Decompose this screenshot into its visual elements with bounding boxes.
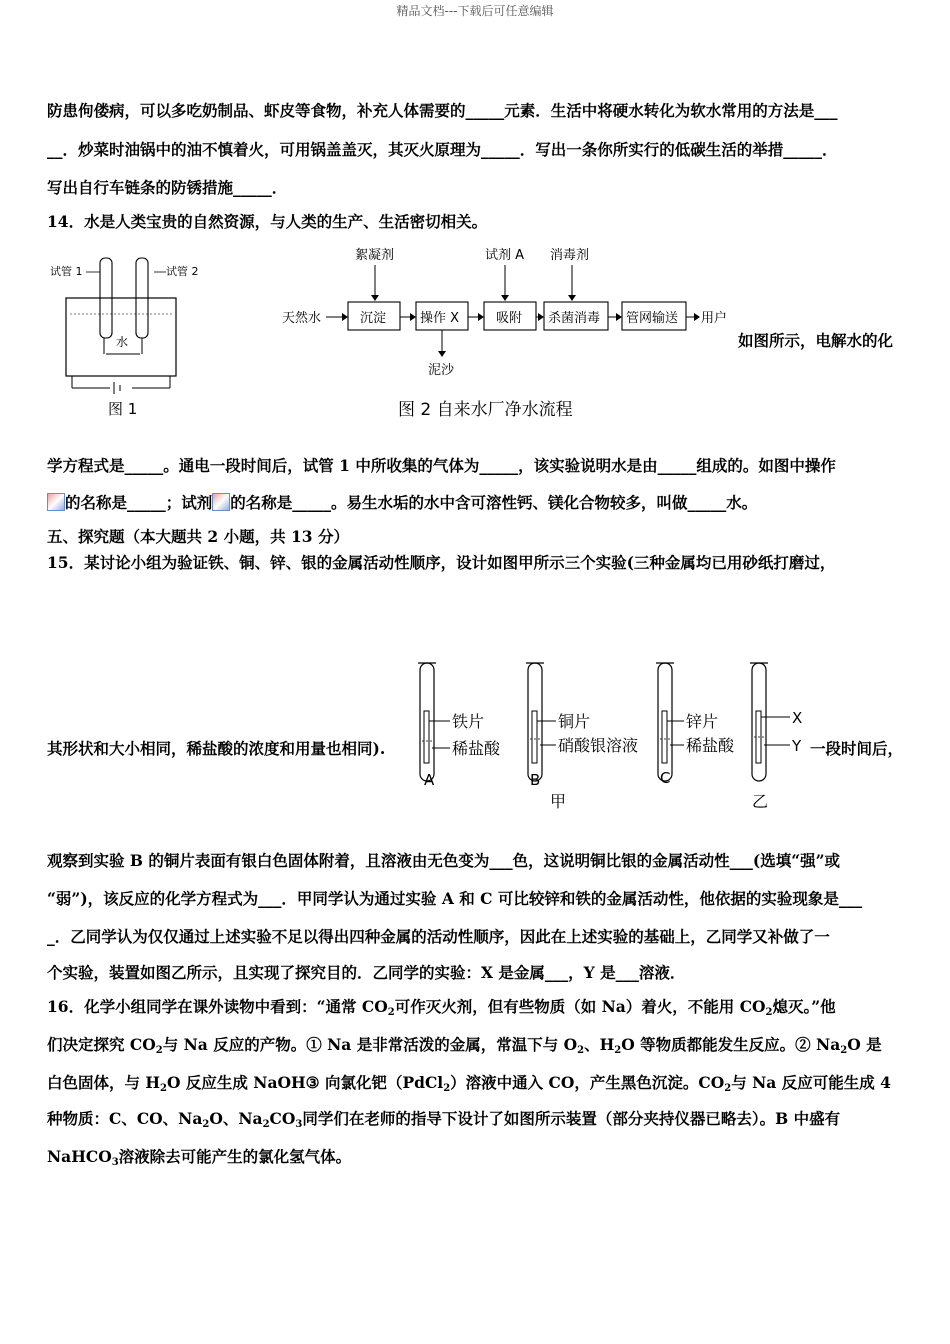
tube2-label: 试管 2	[166, 265, 198, 278]
subscript: 2	[202, 1119, 210, 1130]
text-fragment: 与 Na 反应的产物。① Na 是非常活泼的金属，常温下与 O	[162, 1035, 578, 1054]
sand-label: 泥沙	[428, 363, 455, 378]
source-label: 天然水	[282, 311, 322, 326]
text-line: _．乙同学认为仅仅通过上述实验不足以得出四种金属的活动性顺序，因此在上述实验的基础上，乙同学又补做了一	[47, 927, 830, 946]
figure-jia-caption: 甲	[550, 792, 567, 811]
tube-a-label: A	[424, 771, 435, 789]
step-operation-x: 操作 X	[420, 311, 460, 326]
page-header: 精品文档---下载后可任意编辑	[396, 4, 554, 18]
tube1-label: 试管 1	[50, 265, 83, 278]
text-fragment: O 等物质都能发生反应。② Na	[621, 1035, 841, 1054]
step-pipeline: 管网输送	[626, 311, 679, 326]
subscript: 2	[614, 1045, 622, 1056]
flocculant-label: 絮凝剂	[355, 248, 395, 263]
text-line: 一段时间后，	[810, 739, 904, 758]
question-14: 14．水是人类宝贵的自然资源，与人类的生产、生活密切相关。	[47, 212, 488, 231]
text-fragment: 16．化学小组同学在课外读物中看到：“通常 CO	[47, 997, 388, 1016]
text-fragment: 溶液除去可能产生的氯化氢气体。	[118, 1147, 352, 1166]
text-line: “弱”)，该反应的化学方程式为___．甲同学认为通过实验 A 和 C 可比较锌和铁的金属活动性，他依据的实验现象是___	[47, 889, 863, 908]
text-line: 学方程式是_____。通电一段时间后，试管 1 中所收集的气体为_____，该实验说明水是由_____组成的。如图中操作	[47, 456, 836, 475]
figure-electrolysis	[48, 250, 198, 420]
text-line: 个实验，装置如图乙所示，且实现了探究目的．乙同学的实验：X 是金属___，Y 是___溶液．	[47, 963, 686, 982]
tube-b-label: B	[530, 771, 541, 789]
subscript: 2	[155, 1045, 163, 1056]
tube-c-metal: 锌片	[686, 712, 719, 731]
text-line: 写出自行车链条的防锈措施_____．	[47, 178, 288, 197]
text-fragment: CO	[269, 1109, 296, 1128]
figure-yi-caption: 乙	[752, 792, 769, 811]
subscript: 3	[111, 1157, 119, 1168]
text-fragment: O 反应生成 NaOH③ 向氯化钯（PdCl	[167, 1073, 444, 1092]
tube-a-liquid: 稀盐酸	[452, 739, 501, 758]
text-fragment: ）溶液中通入 CO，产生黑色沉淀。CO	[450, 1073, 725, 1092]
disinfectant-label: 消毒剂	[550, 248, 590, 263]
subscript: 2	[765, 1007, 773, 1018]
tube-b-liquid: 硝酸银溶液	[558, 736, 639, 755]
user-label: 用户	[701, 311, 728, 326]
figure1-caption: 图 1	[108, 400, 138, 418]
text-line: 观察到实验 B 的铜片表面有银白色固体附着，且溶液由无色变为___色，这说明铜比银的金属活动性___(选填“强”或	[47, 851, 841, 870]
broken-image-icon	[47, 493, 65, 511]
text-line: 其形状和大小相同，稀盐酸的浓度和用量也相同).	[47, 739, 386, 758]
text-fragment: 可作灭火剂，但有些物质（如 Na）着火，不能用 CO	[394, 997, 766, 1016]
text-line	[47, 492, 757, 514]
text-line	[47, 1034, 882, 1062]
figure-water-treatment	[280, 243, 740, 423]
tube-c-liquid: 稀盐酸	[686, 736, 735, 755]
text-fragment: 种物质：C、CO、Na	[47, 1109, 203, 1128]
text-line: 如图所示，电解水的化	[738, 331, 894, 350]
subscript: 2	[262, 1119, 270, 1130]
figure-test-tubes	[410, 655, 820, 817]
text-line	[47, 1072, 891, 1100]
text-fragment: O、Na	[209, 1109, 263, 1128]
question-15: 15．某讨论小组为验证铁、铜、锌、银的金属活动性顺序，设计如图甲所示三个实验(三种金属均已用砂纸打磨过，	[47, 553, 836, 572]
reagent-a-label: 试剂 A	[485, 248, 525, 263]
section-heading: 五、探究题（本大题共 2 小题，共 13 分）	[47, 527, 349, 546]
tube-a-metal: 铁片	[452, 712, 485, 731]
step-adsorption: 吸附	[496, 311, 523, 326]
tube-y-label: Y	[792, 737, 802, 755]
text-fragment: 同学们在老师的指导下设计了如图所示装置（部分夹持仪器已略去）。B 中盛有	[302, 1109, 841, 1128]
subscript: 2	[840, 1045, 848, 1056]
text-line	[47, 1108, 840, 1136]
text-line	[47, 1146, 351, 1174]
text-line: 防患佝偻病，可以多吃奶制品、虾皮等食物，补充人体需要的_____元素．生活中将硬水转化为软水常用的方法是___	[47, 101, 838, 120]
broken-image-icon	[212, 493, 230, 511]
tube-c-label: C	[660, 769, 671, 787]
subscript: 2	[387, 1007, 395, 1018]
text-fragment: NaHCO	[47, 1147, 112, 1166]
subscript: 2	[724, 1083, 732, 1094]
question-16	[47, 996, 836, 1024]
text-fragment: 白色固体，与 H	[47, 1073, 161, 1092]
subscript: 2	[577, 1045, 585, 1056]
text-fragment: 熄灭。”他	[772, 997, 836, 1016]
text-fragment: 的名称是_____；试剂	[65, 493, 213, 512]
water-label: 水	[116, 335, 129, 349]
subscript: 3	[295, 1119, 303, 1130]
text-line: __．炒菜时油锅中的油不慎着火，可用锅盖盖灭，其灭火原理为_____．写出一条你所实行的低碳生活的举措_____．	[47, 140, 838, 159]
text-fragment: 、H	[584, 1035, 615, 1054]
text-fragment: 与 Na 反应可能生成 4	[731, 1073, 891, 1092]
step-sediment: 沉淀	[360, 311, 387, 326]
text-fragment: 的名称是_____。易生水垢的水中含可溶性钙、镁化合物较多，叫做_____水。	[230, 493, 758, 512]
step-disinfection: 杀菌消毒	[548, 311, 601, 326]
text-fragment: O 是	[847, 1035, 882, 1054]
subscript: 2	[160, 1083, 168, 1094]
figure2-caption: 图 2 自来水厂净水流程	[398, 400, 573, 420]
tube-x-label: X	[792, 709, 803, 727]
subscript: 2	[443, 1083, 451, 1094]
tube-b-metal: 铜片	[558, 712, 591, 731]
text-fragment: 们决定探究 CO	[47, 1035, 156, 1054]
